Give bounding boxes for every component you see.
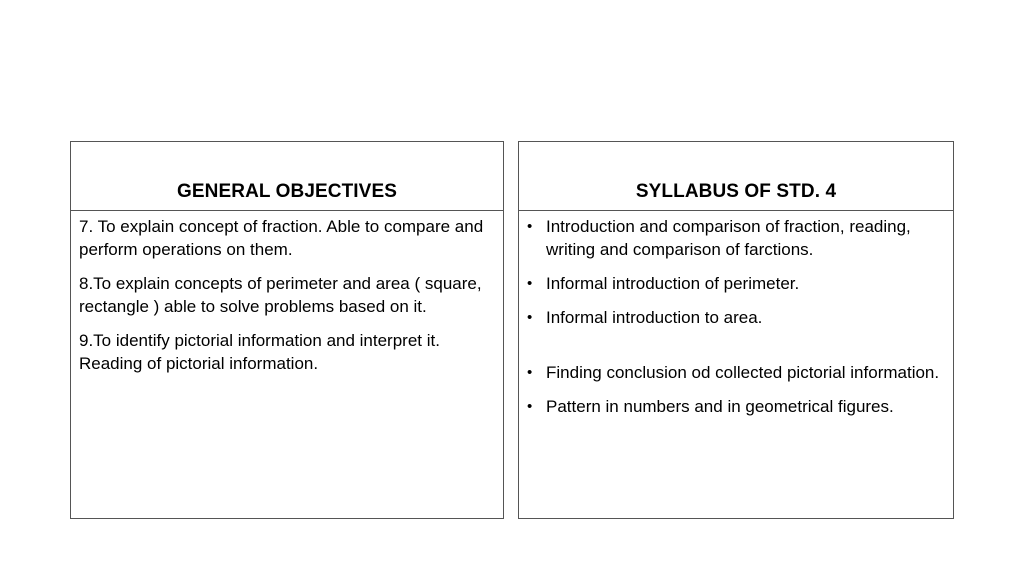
syllabus-header [519,142,953,211]
general-objectives-body [71,211,503,375]
syllabus-panel [518,141,954,519]
syllabus-item-text: Finding conclusion od collected pictorial information. [546,363,940,382]
syllabus-item-text: Pattern in numbers and in geometrical figures. [546,397,894,416]
objective-item-7: 7. To explain concept of fraction. Able to compare and perform operations on them. [79,217,484,259]
general-objectives-title: GENERAL OBJECTIVES [177,181,397,202]
objective-item-8: 8.To explain concepts of perimeter and area ( square, rectangle ) able to solve problems based on it. [79,274,482,316]
syllabus-item-patterns [527,395,945,418]
syllabus-item-fractions [527,215,945,261]
general-objectives-panel [70,141,504,519]
syllabus-body [519,211,953,418]
bullet-icon: • [527,364,533,381]
syllabus-item-pictorial [527,361,945,384]
syllabus-item-area [527,306,945,329]
syllabus-list [527,215,945,418]
bullet-icon: • [527,398,533,415]
bullet-icon: • [527,309,533,326]
syllabus-item-text: Informal introduction of perimeter. [546,274,800,293]
syllabus-item-perimeter [527,272,945,295]
syllabus-title: SYLLABUS OF STD. 4 [635,181,837,202]
bullet-icon: • [527,275,533,292]
bullet-icon: • [527,218,533,235]
general-objectives-header [71,142,503,211]
syllabus-item-text: Informal introduction to area. [546,308,763,327]
syllabus-item-text: Introduction and comparison of fraction, reading, writing and comparison of farctions. [546,217,911,259]
objective-item-9: 9.To identify pictorial information and interpret it. Reading of pictorial information. [79,331,440,373]
